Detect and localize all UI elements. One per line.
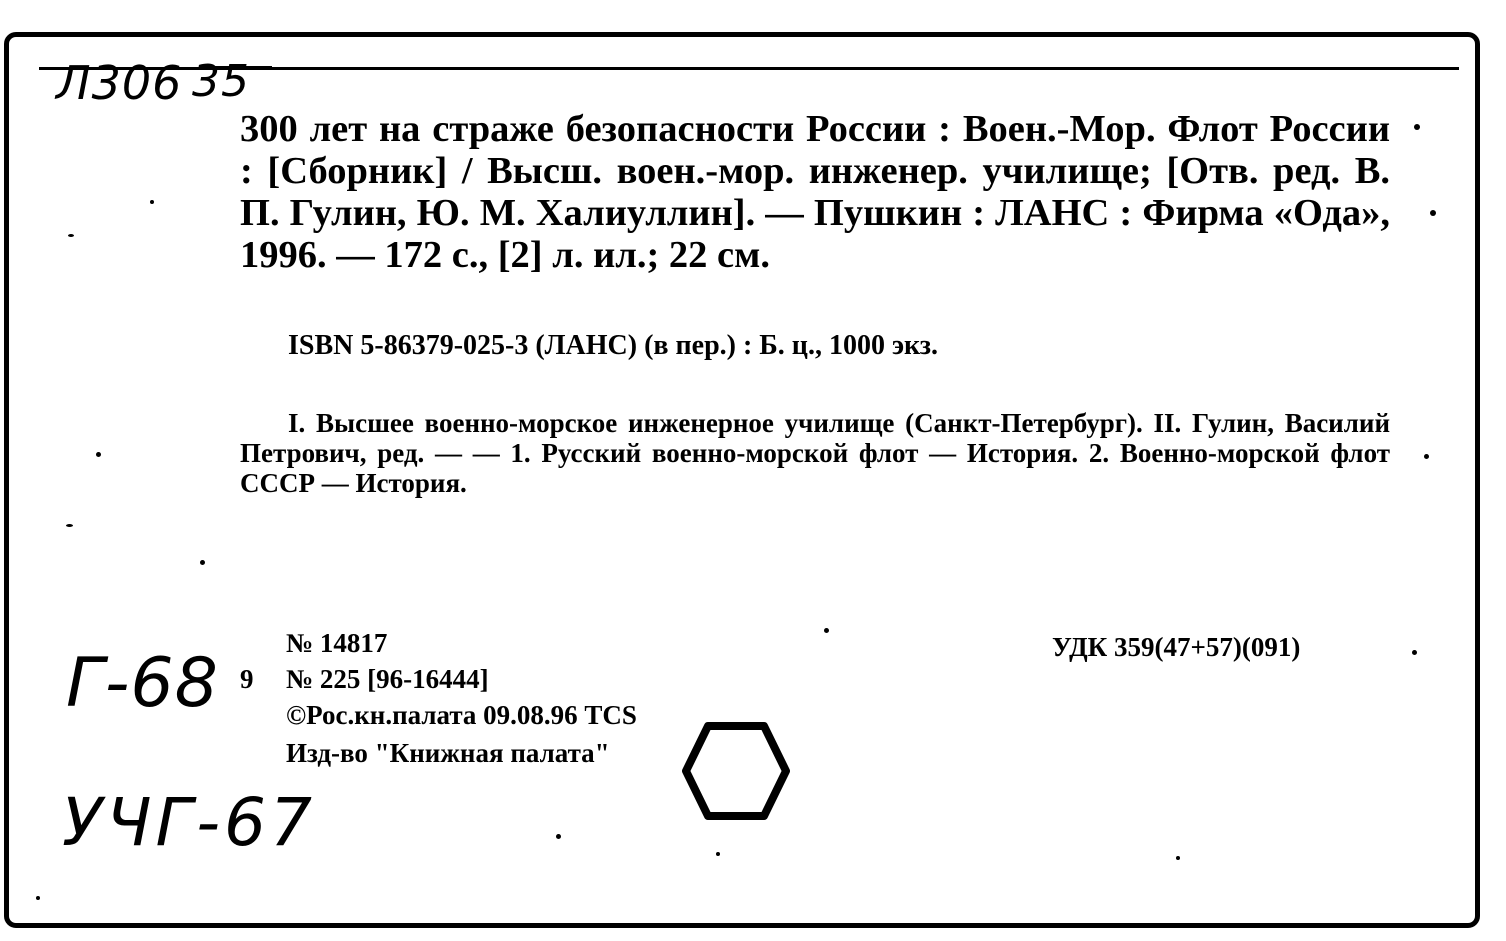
print-speck [1412, 650, 1417, 655]
print-speck [200, 560, 205, 565]
print-speck [96, 452, 101, 457]
isbn-line: ISBN 5-86379-025-3 (ЛАНС) (в пер.) : Б. ц., 1000 экз. [288, 330, 939, 361]
order-number: № 225 [96-16444] [286, 664, 489, 694]
print-speck [716, 852, 720, 856]
print-speck [556, 834, 561, 839]
publisher-line: Изд-во "Книжная палата" [286, 738, 610, 768]
bibliographic-description: 300 лет на страже безопасности России : Воен.-Мор. Флот России : [Сборник] / Высш. воен.-мор. инженер. училище; [Отв. ред. В. П. Гулин, Ю. М. Халиуллин]. — Пушкин : ЛАНС : Фирма «Ода», 1996. — 172 с., [2] л. ил.; 22 см. [240, 108, 1390, 276]
print-speck [1424, 454, 1429, 459]
print-speck [1176, 856, 1180, 860]
print-speck [150, 200, 154, 204]
subject-headings: I. Высшее военно-морское инженерное училище (Санкт-Петербург). II. Гулин, Василий Петрович, ред. — — 1. Русский военно-морской флот — История. 2. Военно-морской флот СССР — История. [240, 408, 1390, 498]
udc-code: УДК 359(47+57)(091) [1052, 632, 1301, 662]
print-speck [1414, 124, 1420, 130]
shelf-mark: УЧГ-67 [62, 784, 317, 861]
record-number: № 14817 [286, 628, 388, 658]
print-speck [36, 896, 40, 900]
card-count: 9 [240, 664, 254, 694]
print-speck [66, 524, 73, 527]
print-speck [824, 628, 829, 633]
print-speck [68, 234, 74, 237]
call-number-sub: 35 [192, 56, 250, 107]
hexagon-hole-mark [680, 720, 792, 822]
call-number-main: Л306 [56, 56, 183, 110]
copyright-line: ©Рос.кн.палата 09.08.96 ТСS [286, 700, 637, 730]
author-mark: Г-68 [66, 644, 219, 723]
print-speck [1430, 210, 1436, 216]
